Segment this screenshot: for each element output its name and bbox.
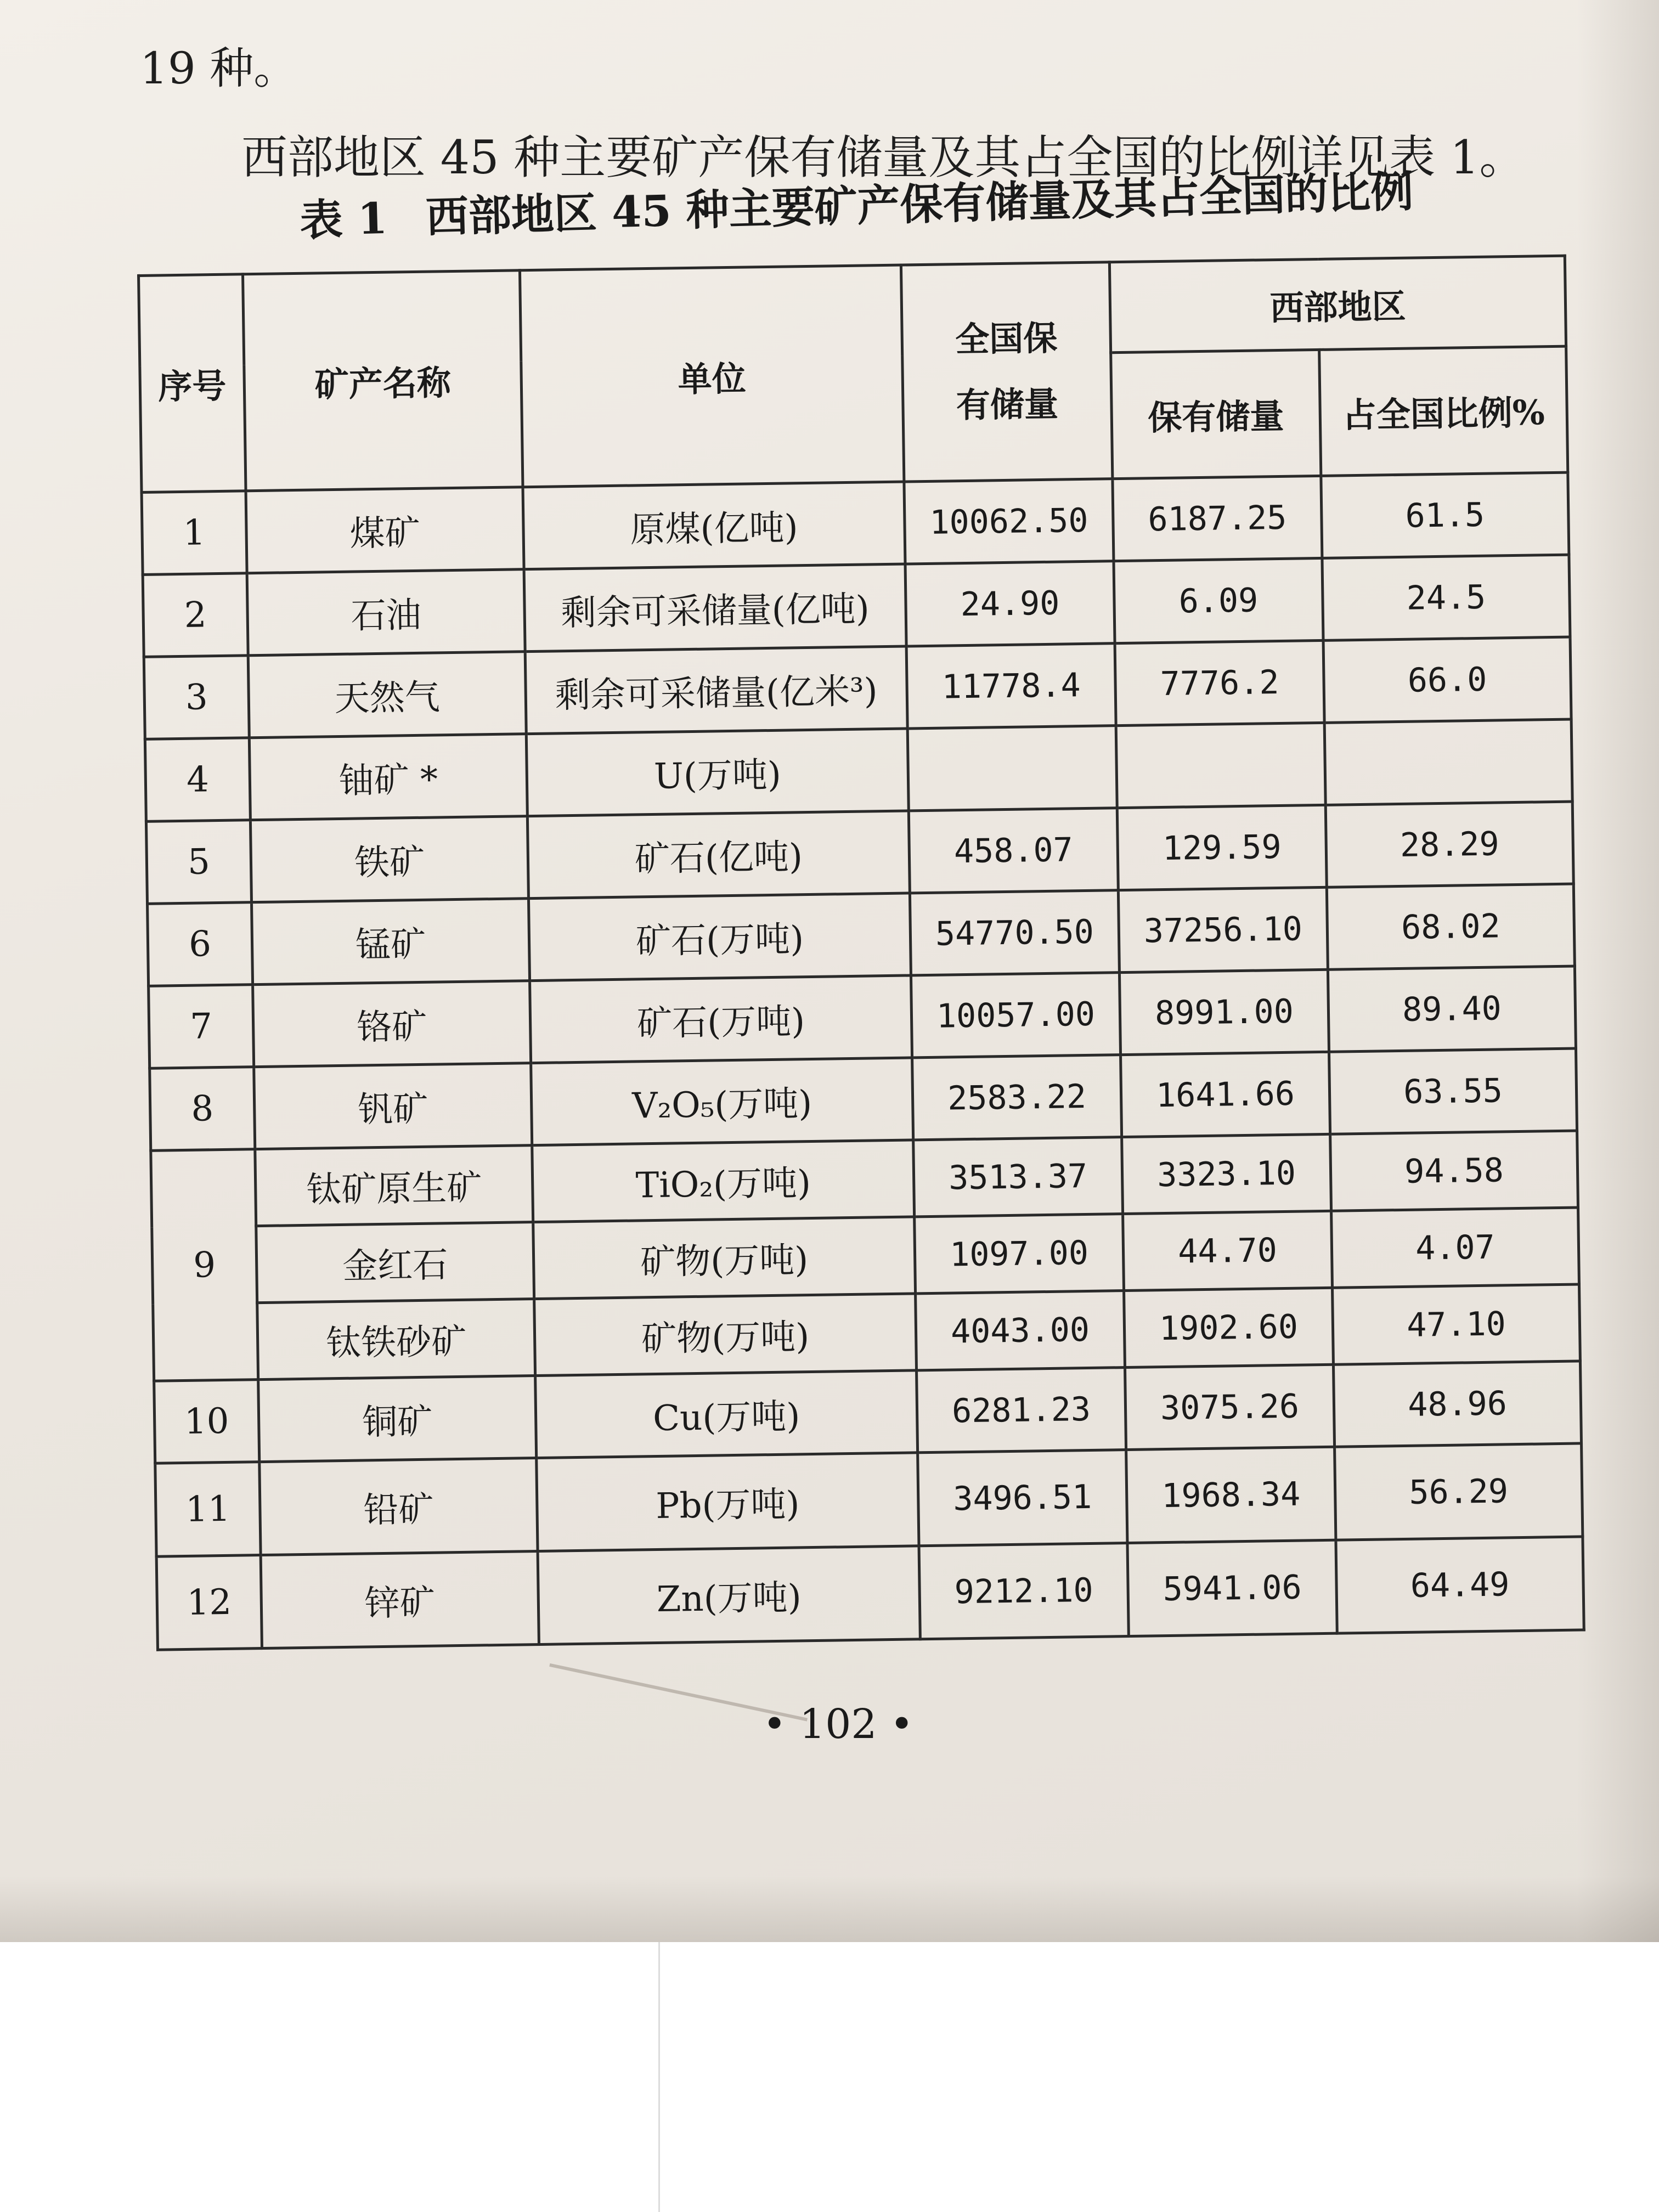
cell-pct: 56.29 — [1335, 1443, 1583, 1540]
cell-western: 5941.06 — [1127, 1540, 1337, 1636]
cell-seq: 3 — [144, 656, 249, 740]
paper-crease — [531, 1663, 808, 1807]
cell-pct: 63.55 — [1329, 1048, 1577, 1134]
cell-seq: 10 — [154, 1380, 259, 1464]
minerals-table — [137, 255, 1585, 1651]
cell-pct: 48.96 — [1333, 1361, 1581, 1447]
cell-western — [1116, 723, 1325, 808]
cell-western: 37256.10 — [1118, 887, 1328, 972]
cell-unit: 原煤(亿吨) — [523, 482, 905, 569]
cell-western: 1968.34 — [1126, 1447, 1336, 1543]
cell-seq: 12 — [156, 1555, 262, 1650]
page-edge-shadow — [1577, 0, 1659, 1942]
cell-seq: 5 — [146, 820, 251, 904]
cell-name: 金红石 — [256, 1222, 534, 1303]
cell-unit: 剩余可采储量(亿吨) — [524, 564, 906, 652]
cell-name: 锰矿 — [252, 899, 530, 985]
cell-pct: 24.5 — [1322, 555, 1570, 640]
cell-name: 锌矿 — [261, 1551, 539, 1649]
prose-line-1: 19 种。 — [140, 43, 298, 94]
cell-national: 6281.23 — [917, 1368, 1126, 1453]
cell-national: 10057.00 — [911, 973, 1120, 1058]
header-western-pct: 占全国比例% — [1319, 346, 1568, 476]
cell-name: 铀矿 * — [249, 734, 527, 820]
cell-national: 11778.4 — [906, 644, 1116, 729]
cell-unit: 矿物(万吨) — [534, 1294, 917, 1376]
cell-name: 钒矿 — [254, 1063, 532, 1149]
header-western-reserve: 保有储量 — [1111, 349, 1321, 478]
cell-unit: 矿石(万吨) — [528, 893, 911, 981]
prose-line-2: 西部地区 45 种主要矿产保有储量及其占全国的比例详见表 1。 — [241, 131, 1526, 184]
cell-pct: 89.40 — [1328, 966, 1576, 1052]
cell-unit: Pb(万吨) — [537, 1453, 919, 1551]
table-caption-title: 西部地区 45 种主要矿产保有储量及其占全国的比例 — [425, 166, 1414, 242]
header-unit: 单位 — [520, 265, 904, 487]
cell-seq: 2 — [143, 573, 248, 657]
bottom-divider — [658, 1942, 660, 2212]
cell-national: 9212.10 — [919, 1543, 1128, 1639]
cell-western: 6187.25 — [1113, 476, 1322, 561]
cell-seq: 9 — [151, 1149, 258, 1381]
cell-name: 煤矿 — [246, 487, 524, 573]
cell-western: 1902.60 — [1124, 1288, 1334, 1367]
cell-pct: 47.10 — [1333, 1284, 1581, 1364]
cell-national: 24.90 — [905, 561, 1115, 646]
cell-pct: 94.58 — [1330, 1131, 1578, 1211]
cell-unit: 矿物(万吨) — [533, 1217, 916, 1299]
cell-national: 10062.50 — [904, 479, 1114, 564]
cell-seq: 4 — [145, 738, 250, 822]
cell-name: 铬矿 — [253, 981, 531, 1067]
cell-national: 458.07 — [909, 808, 1118, 893]
page-curl-shadow — [0, 1876, 1659, 1942]
cell-national — [907, 726, 1117, 811]
cell-unit: 矿石(万吨) — [530, 975, 912, 1063]
cell-pct: 68.02 — [1327, 884, 1575, 969]
cell-seq: 11 — [155, 1462, 261, 1557]
header-seq: 序号 — [139, 274, 246, 493]
cell-western: 8991.00 — [1119, 969, 1329, 1054]
page-number: • 102 • — [763, 1701, 914, 1748]
cell-pct: 61.5 — [1321, 472, 1569, 558]
cell-pct: 64.49 — [1336, 1537, 1584, 1633]
table-caption-number: 表 1 — [299, 193, 388, 246]
header-name: 矿产名称 — [243, 270, 523, 491]
cell-national: 4043.00 — [916, 1291, 1125, 1370]
cell-unit: 矿石(亿吨) — [527, 811, 910, 899]
cell-name: 铁矿 — [250, 816, 528, 902]
cell-western: 129.59 — [1117, 805, 1327, 890]
cell-unit: Cu(万吨) — [535, 1370, 918, 1458]
cell-national: 2583.22 — [912, 1055, 1122, 1140]
cell-pct: 66.0 — [1323, 637, 1571, 723]
cell-western: 3323.10 — [1122, 1134, 1331, 1214]
cell-unit: U(万吨) — [526, 729, 909, 816]
cell-name: 天然气 — [248, 652, 526, 738]
cell-seq: 8 — [150, 1067, 255, 1151]
cell-unit: TiO₂(万吨) — [532, 1140, 915, 1222]
cell-name: 铅矿 — [259, 1458, 538, 1555]
header-national: 全国保有储量 — [901, 262, 1112, 482]
header-western: 西部地区 — [1109, 256, 1566, 353]
cell-pct: 28.29 — [1325, 802, 1573, 887]
cell-name: 钛铁砂矿 — [257, 1299, 535, 1380]
cell-seq: 6 — [148, 902, 253, 986]
table-row — [156, 1537, 1584, 1650]
cell-name: 铜矿 — [258, 1376, 537, 1462]
cell-western: 6.09 — [1114, 558, 1323, 643]
cell-national: 1097.00 — [915, 1214, 1124, 1294]
cell-national: 3496.51 — [918, 1450, 1127, 1546]
cell-unit: Zn(万吨) — [538, 1546, 920, 1645]
cell-unit: 剩余可采储量(亿米³) — [525, 646, 907, 734]
cell-western: 44.70 — [1123, 1211, 1333, 1290]
cell-seq: 7 — [149, 985, 254, 1069]
cell-name: 钛矿原生矿 — [255, 1146, 533, 1226]
cell-national: 54770.50 — [910, 890, 1119, 975]
cell-national: 3513.37 — [913, 1137, 1123, 1217]
table-body — [142, 472, 1584, 1650]
cell-western: 7776.2 — [1115, 640, 1324, 725]
cell-western: 1641.66 — [1121, 1052, 1330, 1137]
cell-pct: 4.07 — [1331, 1207, 1579, 1288]
cell-pct — [1324, 719, 1572, 805]
cell-seq: 1 — [142, 491, 247, 575]
cell-name: 石油 — [247, 569, 525, 656]
cell-western: 3075.26 — [1125, 1364, 1334, 1449]
cell-unit: V₂O₅(万吨) — [531, 1058, 913, 1146]
